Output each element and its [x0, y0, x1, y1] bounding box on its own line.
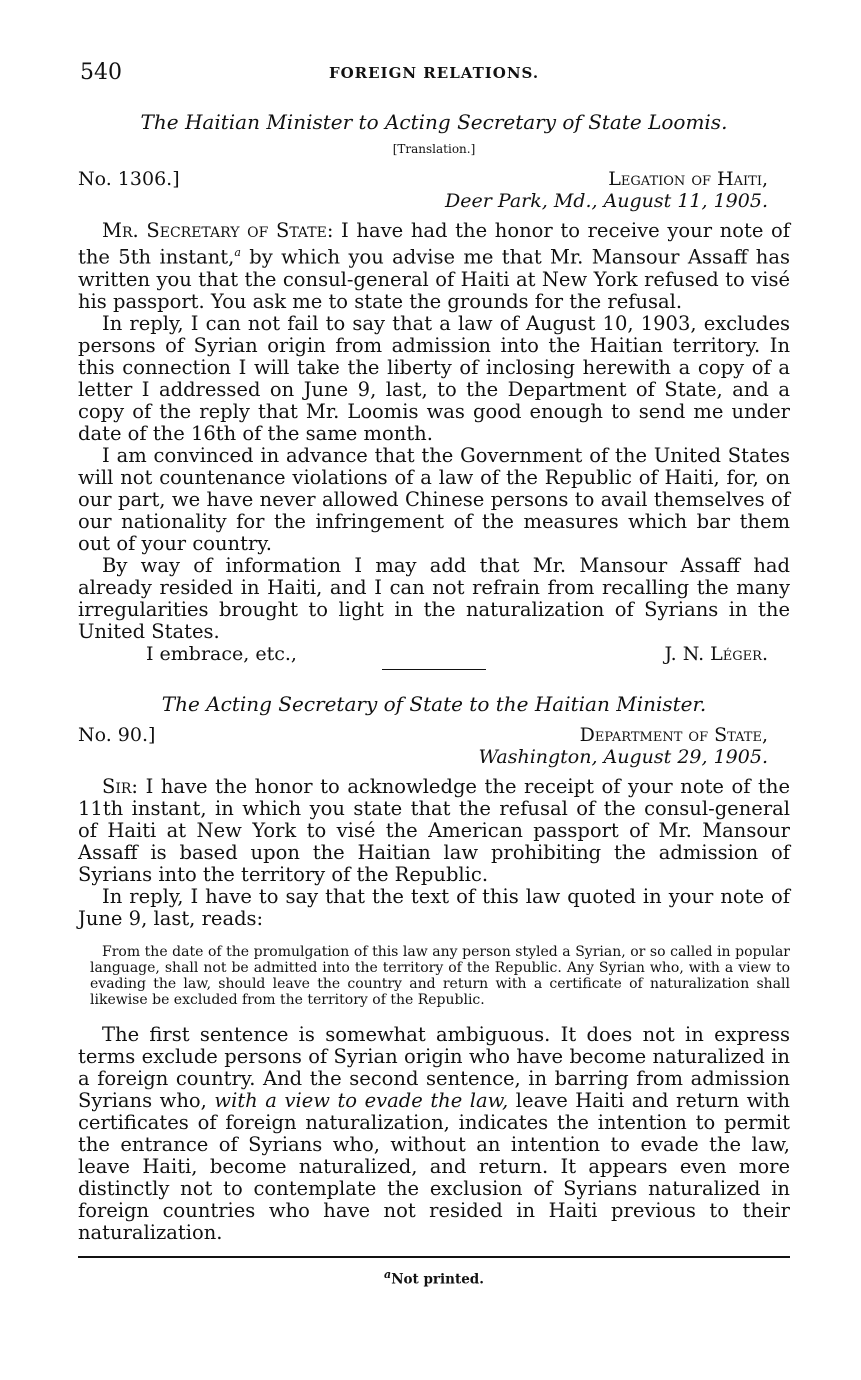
letter1-number: No. 1306.] — [78, 168, 180, 190]
letter1-title: The Haitian Minister to Acting Secretary of State Loomis. — [140, 110, 728, 134]
letter2-date: Washington, August 29, 1905. — [478, 745, 768, 768]
footnote-marker: a — [234, 246, 241, 259]
letter2-p3-italic: with a view to evade the law, — [214, 1088, 509, 1112]
letter2-title: The Acting Secretary of State to the Haitian Minister. — [161, 691, 707, 716]
translation-note: [Translation.] — [392, 142, 476, 156]
document-page — [78, 58, 790, 1287]
letter1-salutation: Mr. Secretary of State: — [102, 219, 334, 242]
letter2-salutation: Sir: — [102, 774, 138, 798]
footnote-rule — [78, 1256, 790, 1258]
letter1-p1-a: I have had the honor to receive your note of the 5th instant, — [78, 219, 790, 269]
letter1-p1-b: by which you advise me that Mr. Mansour Assaff has written you that the consul-general of Haiti at New York refused to visé his passport. You ask me to state the grounds for the refusal. — [78, 245, 790, 313]
letter1-date: Deer Park, Md., August 11, 1905. — [445, 190, 768, 212]
letter1-closing — [78, 643, 790, 669]
signature: J. N. Léger. — [664, 642, 768, 665]
letter2-paragraph-2: In reply, I have to say that the text of this law quoted in your note of June 9, last, reads: — [78, 884, 790, 930]
letter2-p3-b: leave Haiti and return with certificates of foreign naturalization, indicates the intention to permit the entrance of Syrians who, without an intention to evade the law, leave Haiti, become naturalized, and return. It appears even more distinctly not to contemplate the exclusion of Syrians naturalized in foreign countries who have not resided in Haiti previous to their naturalization. — [78, 1088, 790, 1244]
footnote — [78, 1268, 790, 1288]
letter1-place: Legation of Haiti, — [608, 168, 768, 190]
letter2-p1: I have the honor to acknowledge the receipt of your note of the 11th instant, in which you state that the refusal of the consul-general of Haiti at New York to visé the American passport of Mr. Mansour Assaff is based upon the Haitian law prohibiting the admission of Syrians into the territory of the Republic. — [78, 774, 790, 886]
section-divider — [382, 669, 486, 670]
closing-text: I embrace, etc., — [146, 642, 297, 665]
footnote-mark: a — [384, 1267, 392, 1281]
letter2-number: No. 90.] — [78, 723, 156, 746]
letter1-paragraph-3: I am convinced in advance that the Government of the United States will not countenance violations of a law of the Republic of Haiti, for, on our part, we have never allowed Chinese persons to avail themselves of our nationality for the infringement of the measures which bar them out of your country. — [78, 443, 790, 555]
letter1-paragraph-2: In reply, I can not fail to say that a law of August 10, 1903, excludes persons of Syrian origin from admission into the Haitian territory. In this connection I will take the liberty of inclosing herewith a copy of a letter I addressed on June 9, last, to the Department of State, and a copy of the reply that Mr. Loomis was good enough to send me under date of the 16th of the same month. — [78, 311, 790, 445]
letter2-paragraph-1 — [78, 776, 790, 886]
footnote-text: Not printed. — [391, 1271, 484, 1287]
letter2-dateline — [78, 724, 790, 770]
letter2-paragraph-3 — [78, 1024, 790, 1244]
page-header — [78, 58, 790, 98]
letter1-paragraph-1 — [78, 220, 790, 313]
law-quotation: From the date of the promulgation of this law any person styled a Syrian, or so called in popular language, shall not be admitted into the territory of the Republic. Any Syrian who, with a view to evading the law, should leave the country and return with a certificate of naturalization shall likewise be excluded from the territory of the Republic. — [90, 943, 790, 1008]
running-title: FOREIGN RELATIONS. — [328, 64, 540, 82]
letter2-place: Department of State, — [579, 723, 768, 746]
letter1-paragraph-4: By way of information I may add that Mr. Mansour Assaff had already resided in Haiti, and I can not refrain from recalling the many irregularities brought to light in the naturalization of Syrians in the United States. — [78, 553, 790, 643]
page-number: 540 — [80, 60, 122, 85]
letter2-p3-a: The first sentence is somewhat ambiguous. It does not in express terms exclude persons of Syrian origin who have become naturalized in a foreign country. And the second sentence, in barring from admission Syrians who, — [78, 1022, 790, 1112]
letter1-dateline — [78, 168, 790, 214]
